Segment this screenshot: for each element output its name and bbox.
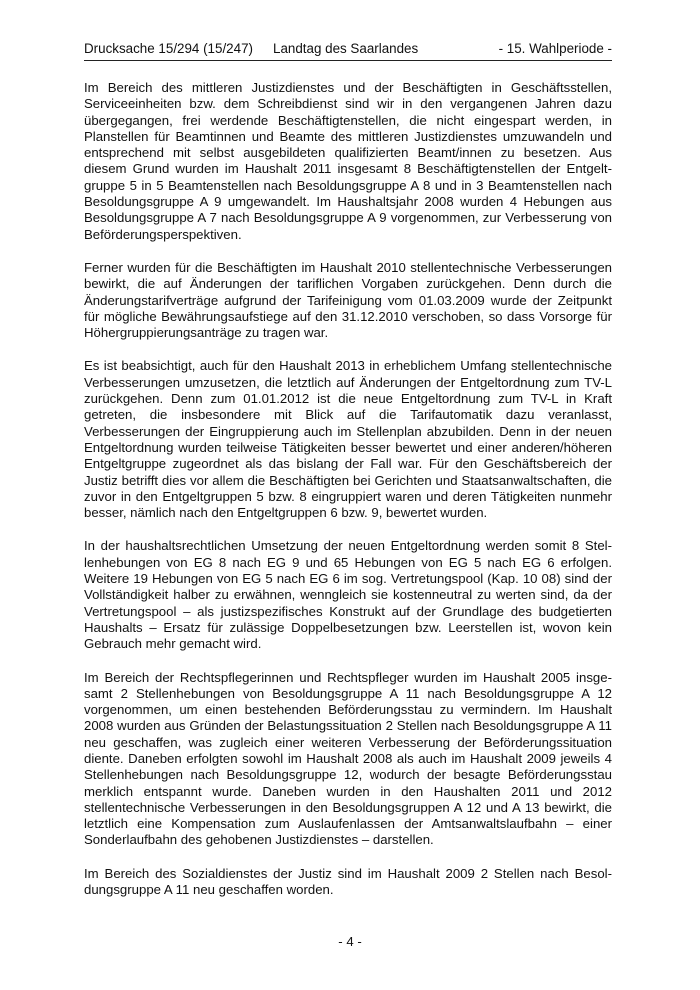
- paragraph: Im Bereich des mittleren Justizdienstes und der Beschäftigten in Geschäftsstellen, Serviceeinheiten bzw. dem Schreibdienst sind wir in den vergangenen Jahren dazu übergegangen, frei werdende Beschäftigtenstellen, die nicht eingespart werden, in Planstellen für Beamtinnen und Beamte des mittleren Justizdienstes umzuwandeln und entsprechend mit selbst ausgebildeten qualifizierten Beamt/innen zu besetzen. Aus diesem Grund wurden im Haushalt 2011 insgesamt 8 Beschäftigtenstellen der Entgeltgruppe 5 in 5 Beamtenstellen nach Besoldungsgruppe A 8 und in 3 Beamtenstellen nach Besoldungsgruppe A 9 umgewandelt. Im Haushaltsjahr 2008 wurden 4 Hebungen aus Besoldungsgruppe A 7 nach Besoldungsgruppe A 9 vorgenommen, zur Verbesserung von Beförderungsperspektiven.: [84, 80, 612, 242]
- legislative-period: - 15. Wahlperiode -: [498, 41, 612, 56]
- parliament-name: Landtag des Saarlandes: [273, 41, 419, 56]
- paragraph: Es ist beabsichtigt, auch für den Haushalt 2013 in erheblichem Umfang stellentechnische Verbesserungen umzusetzen, die letztlich auf Änderungen der Entgeltordnung zum TV-L zurückgehen. Denn zum 01.01.2012 ist die neue Entgeltordnung zum TV-L in Kraft getreten, die insbesondere mit Blick auf die Tarifautomatik dazu veranlasst, Verbesserungen der Eingruppierung auch im Stellenplan abzubilden. Denn in der neuen Entgeltordnung wurden teilweise Tätigkeiten besser bewertet und einer anderen/höheren Entgeltgruppe zugeordnet als das bislang der Fall war. Für den Geschäftsbereich der Justiz betrifft dies vor allem die Beschäftigten bei Gerichten und Staatsanwaltschaften, die zuvor in den Entgeltgruppen 5 bzw. 8 eingruppiert waren und deren Tätigkeiten nunmehr besser, nämlich nach den Entgeltgruppen 6 bzw. 9, bewertet wurden.: [84, 358, 612, 521]
- paragraph: Im Bereich der Rechtspflegerinnen und Rechtspfleger wurden im Haushalt 2005 insgesamt 2 Stellenhebungen von Besoldungsgruppe A 11 nach Besoldungsgruppe A 12 vorgenommen, um einen bestehenden Beförderungsstau zu vermindern. Im Haushalt 2008 wurden aus Gründen der Belastungssituation 2 Stellen nach Besoldungsgruppe A 11 neu geschaffen, was zugleich einer weiteren Verbesserung der Beförderungssituation diente. Daneben erfolgten sowohl im Haushalt 2008 als auch im Haushalt 2009 jeweils 4 Stellenhebungen nach Besoldungsgruppe 12, wodurch der besagte Beförderungsstau merklich entspannt wurde. Daneben wurden in den Haushalten 2011 und 2012 stellentechnische Verbesserungen in den Besoldungsgruppen A 12 und A 13 bewirkt, die letztlich eine Kompensation zum Auslaufenlassen der Amtsanwaltslaufbahn – einer Sonderlaufbahn des gehobenen Justizdienstes – darstellen.: [84, 669, 612, 848]
- page-number: - 4 -: [338, 934, 362, 949]
- page-header: [84, 40, 612, 61]
- document-body: [84, 80, 612, 915]
- paragraph: Im Bereich des Sozialdienstes der Justiz sind im Haushalt 2009 2 Stellen nach Besoldungsgruppe A 11 neu geschaffen worden.: [84, 865, 612, 898]
- document-reference: Drucksache 15/294 (15/247): [84, 41, 253, 56]
- paragraph: In der haushaltsrechtlichen Umsetzung der neuen Entgeltordnung werden somit 8 Stellenhebungen von EG 8 nach EG 9 und 65 Hebungen von EG 5 nach EG 6 erfolgen. Weitere 19 Hebungen von EG 5 nach EG 6 im sog. Vertretungspool (Kap. 10 08) sind der Vollständigkeit halber zu erwähnen, wenngleich sie kostenneutral zu werten sind, da der Vertretungspool – als justizspezifisches Konstrukt auf der Grundlage des budgetierten Haushalts – Ersatz für zulässige Doppelbesetzungen bzw. Leerstellen ist, wovon kein Gebrauch mehr gemacht wird.: [84, 538, 612, 652]
- paragraph: Ferner wurden für die Beschäftigten im Haushalt 2010 stellentechnische Verbesserungen bewirkt, die auf Änderungen der tariflichen Vorgaben zurückgehen. Denn durch die Änderungstarifverträge aufgrund der Tarifeinigung vom 01.03.2009 wurde der Zeitpunkt für mögliche Bewährungsaufstiege auf den 31.12.2010 verschoben, so dass Vorsorge für Höhergruppierungsanträge zu tragen war.: [84, 259, 612, 341]
